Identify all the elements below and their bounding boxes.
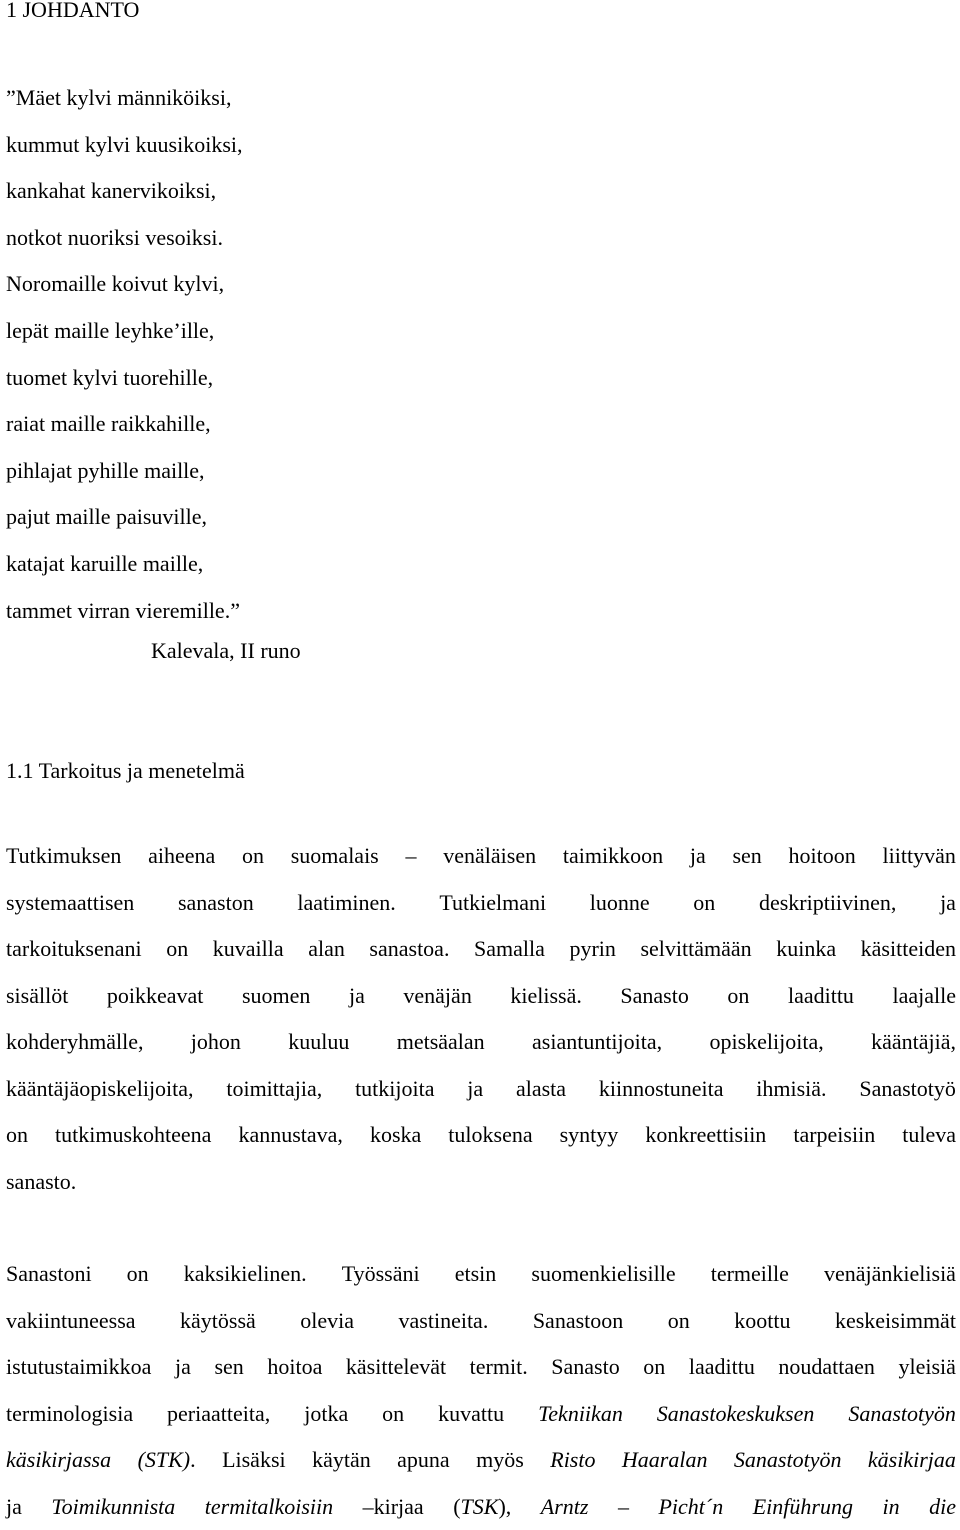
word: kuuluu [288,1019,349,1066]
word: tutkijoita [355,1066,434,1113]
word: ja [6,1484,22,1530]
word: Sanastotyön [848,1391,956,1438]
word: – [406,833,417,880]
paragraph-purpose [6,833,956,1205]
word: vakiintuneessa [6,1298,136,1345]
word: Toimikunnista [51,1484,175,1530]
paragraph-line [6,1484,956,1530]
word: kielissä. [510,973,582,1020]
word: pyrin [569,926,615,973]
word: tuloksena [448,1112,532,1159]
word: tutkimuskohteena [55,1112,211,1159]
word: – [618,1484,629,1530]
word: suomenkielisille [531,1251,675,1298]
paragraph-line [6,1391,956,1438]
word: systemaattisen [6,880,134,927]
word: terminologisia [6,1391,133,1438]
word: hoitoa [267,1344,322,1391]
paragraph-line [6,1112,956,1159]
word: käsitteiden [861,926,956,973]
poem-source: Kalevala, II runo [151,633,301,669]
word: koottu [734,1298,790,1345]
word: ja [940,880,956,927]
word: sanastoa. [369,926,449,973]
word: periaatteita, [167,1391,270,1438]
word: ja [349,973,365,1020]
word: on [242,833,264,880]
word: käytössä [180,1298,256,1345]
word: asiantuntijoita, [532,1019,662,1066]
word: suomalais [291,833,379,880]
word: in [882,1484,899,1530]
paragraph-line [6,1298,956,1345]
word: Lisäksi [222,1437,286,1484]
word: tuleva [902,1112,956,1159]
word: on [6,1112,28,1159]
poem-line: tammet virran vieremille.” [6,588,243,635]
word: ja [690,833,706,880]
word: kannustava, [238,1112,342,1159]
paragraph-line [6,1066,956,1113]
word: kaksikielinen. [184,1251,307,1298]
word: ihmisiä. [756,1066,826,1113]
word: taimikkoon [563,833,663,880]
word: istutustaimikkoa [6,1344,151,1391]
word: Tutkimuksen [6,833,121,880]
word: sen [214,1344,243,1391]
word: venäjän [403,973,471,1020]
word: metsäalan [397,1019,485,1066]
word: on [643,1344,665,1391]
word: on [693,880,715,927]
poem-line: raiat maille raikkahille, [6,401,243,448]
word: poikkeavat [107,973,204,1020]
word: kääntäjiä, [871,1019,956,1066]
word: ja [467,1066,483,1113]
word: jotka [304,1391,348,1438]
chapter-heading: 1 JOHDANTO [6,0,139,28]
word: laadittu [689,1344,755,1391]
word: opiskelijoita, [709,1019,823,1066]
word: käsittelevät [346,1344,446,1391]
word: kuvattu [438,1391,504,1438]
paragraph-line [6,1344,956,1391]
poem-line: pihlajat pyhille maille, [6,448,243,495]
word: Sanastokeskuksen [657,1391,815,1438]
word: käsikirjassa [6,1437,111,1484]
word: venäjänkielisiä [824,1251,956,1298]
word: etsin [455,1251,497,1298]
word: apuna [397,1437,450,1484]
word: aiheena [148,833,215,880]
poem-line: tuomet kylvi tuorehille, [6,355,243,402]
poem-line: lepät maille leyhke’ille, [6,308,243,355]
word: Sanasto [620,973,688,1020]
word: vastineita. [399,1298,489,1345]
word: syntyy [560,1112,619,1159]
paragraph-line [6,880,956,927]
word: termeille [711,1251,789,1298]
word: sanasto. [6,1159,76,1206]
word: (STK). [138,1437,196,1484]
word: selvittämään [640,926,751,973]
word: laatiminen. [297,880,395,927]
word: Arntz [541,1484,589,1530]
poem-line: pajut maille paisuville, [6,494,243,541]
word: ja [175,1344,191,1391]
word: sisällöt [6,973,68,1020]
word: Haaralan [622,1437,708,1484]
word: sen [732,833,761,880]
paragraph-line [6,1019,956,1066]
word: Einführung [753,1484,853,1530]
word: olevia [300,1298,354,1345]
poem-epigraph [6,75,243,634]
word: (TSK), [453,1484,511,1530]
word: –kirjaa [363,1484,424,1530]
paragraph-line [6,973,956,1020]
word: tarpeisiin [793,1112,875,1159]
word: on [668,1298,690,1345]
word: Tutkielmani [439,880,546,927]
word: johon [191,1019,241,1066]
word: toimittajia, [226,1066,322,1113]
word: konkreettisiin [645,1112,766,1159]
word: Picht´n [658,1484,723,1530]
word: tarkoituksenani [6,926,142,973]
word: käytän [312,1437,371,1484]
word: noudattaen [778,1344,875,1391]
word: kohderyhmälle, [6,1019,143,1066]
paragraph-line [6,1251,956,1298]
word: koska [370,1112,421,1159]
word: sanaston [178,880,254,927]
poem-line: katajat karuille maille, [6,541,243,588]
poem-line: kankahat kanervikoiksi, [6,168,243,215]
word: venäläisen [443,833,536,880]
poem-line: kummut kylvi kuusikoiksi, [6,122,243,169]
section-heading: 1.1 Tarkoitus ja menetelmä [6,753,245,789]
word: myös [476,1437,524,1484]
word: die [929,1484,956,1530]
word: yleisiä [899,1344,956,1391]
word: laajalle [892,973,956,1020]
word: kiinnostuneita [599,1066,724,1113]
poem-line: Noromaille koivut kylvi, [6,261,243,308]
poem-line: ”Mäet kylvi männiköiksi, [6,75,243,122]
word: Työssäni [342,1251,420,1298]
word: keskeisimmät [835,1298,956,1345]
word: deskriptiivinen, [759,880,896,927]
word: termitalkoisiin [205,1484,333,1530]
word: Sanastotyön [734,1437,842,1484]
word: luonne [590,880,650,927]
word: suomen [242,973,310,1020]
word: kuinka [776,926,836,973]
word: alasta [516,1066,566,1113]
paragraph-line [6,1159,956,1206]
word: on [127,1251,149,1298]
paragraph-line [6,833,956,880]
word: Tekniikan [538,1391,623,1438]
word: laadittu [788,973,854,1020]
paragraph-line [6,926,956,973]
word: käsikirjaa [868,1437,956,1484]
word: Sanastoon [533,1298,623,1345]
word: hoitoon [789,833,856,880]
word: liittyvän [883,833,956,880]
word: Sanastoni [6,1251,92,1298]
word: termit. [470,1344,528,1391]
paragraph-glossary [6,1251,956,1530]
poem-line: notkot nuoriksi vesoiksi. [6,215,243,262]
word: on [166,926,188,973]
word: on [382,1391,404,1438]
word: Samalla [474,926,545,973]
word: Risto [550,1437,595,1484]
word: alan [308,926,345,973]
paragraph-line [6,1437,956,1484]
word: on [727,973,749,1020]
word: Sanastotyö [859,1066,956,1113]
word: kääntäjäopiskelijoita, [6,1066,194,1113]
word: kuvailla [213,926,284,973]
word: Sanasto [551,1344,619,1391]
